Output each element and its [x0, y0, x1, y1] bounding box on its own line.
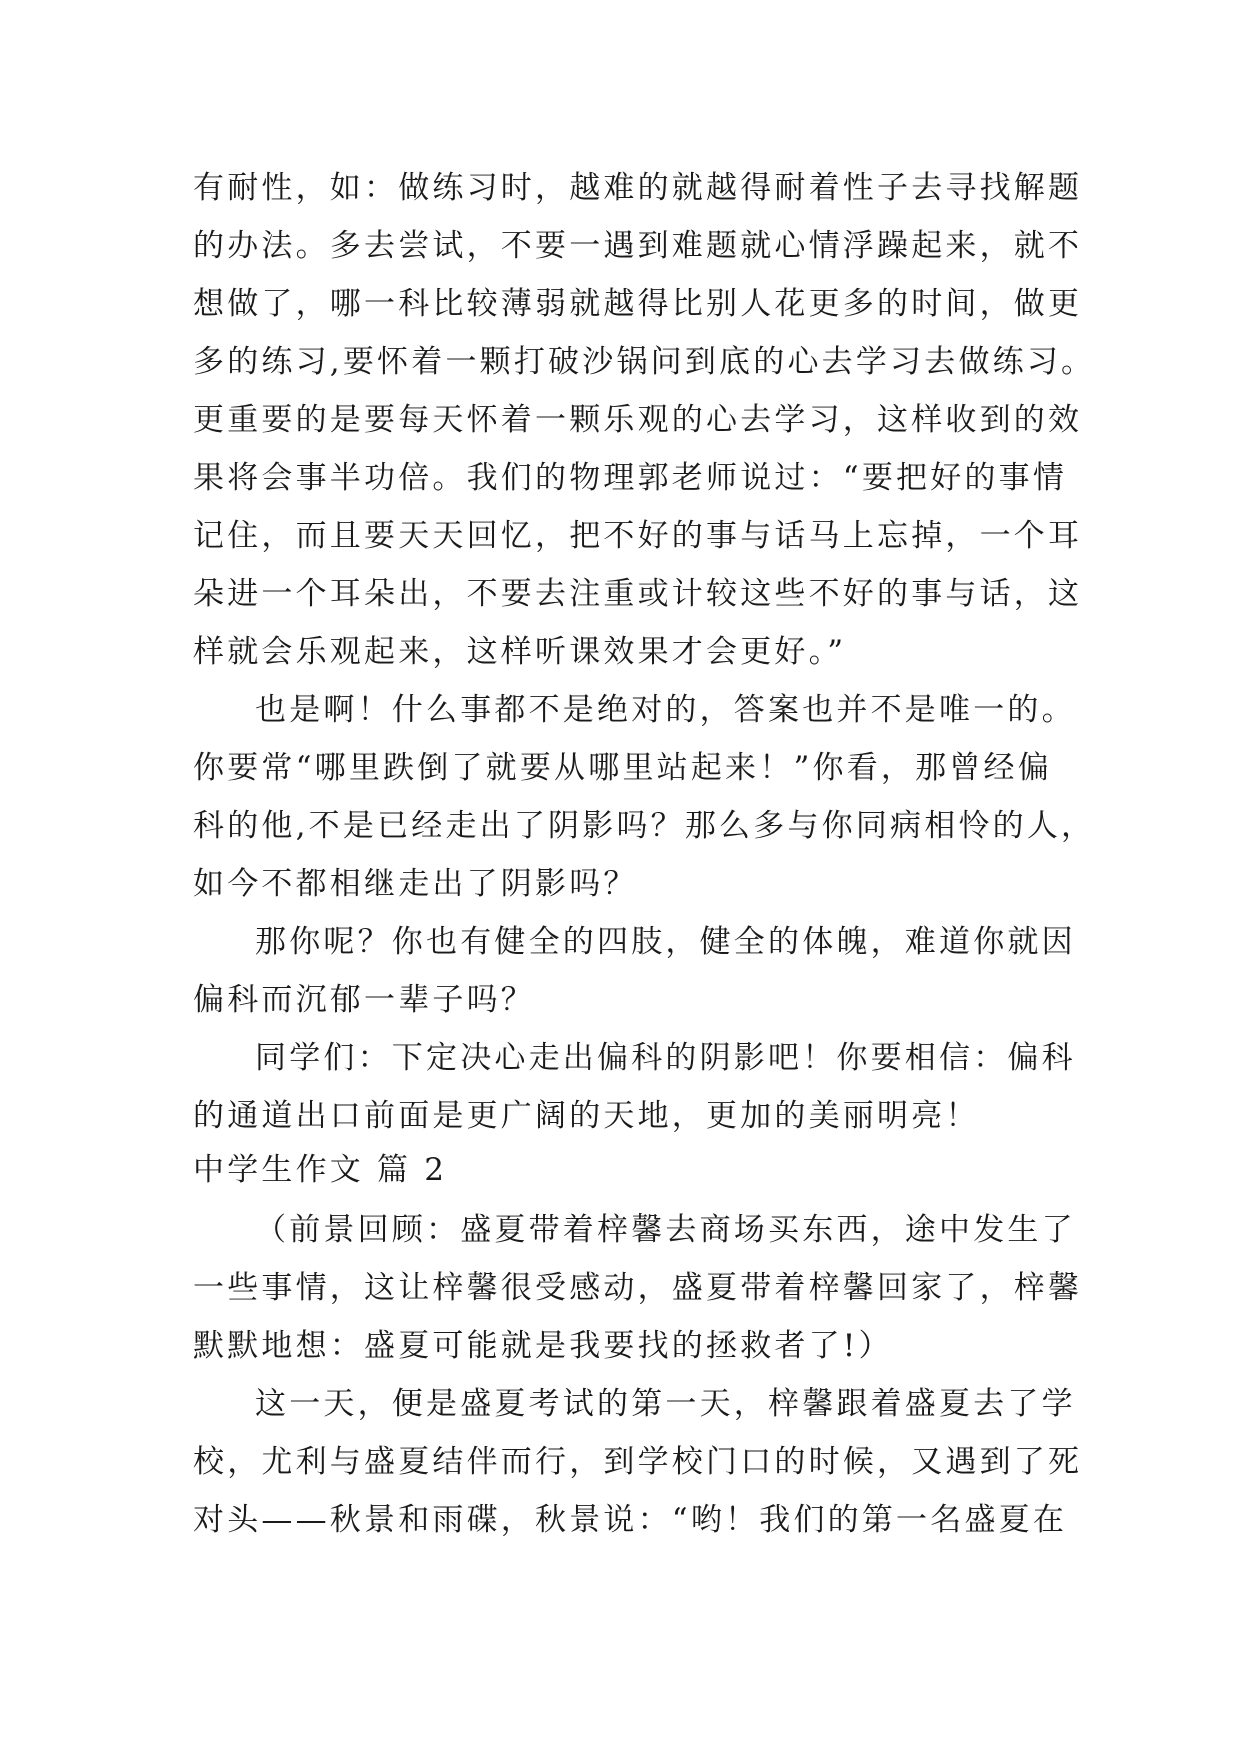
section-heading: 中学生作文 篇 2: [193, 1152, 448, 1188]
paragraph-first-line: 同学们：下定决心走出偏科的阴影吧！你要相信：偏科: [255, 1040, 1076, 1076]
paragraph-first-line: 也是啊！什么事都不是绝对的，答案也并不是唯一的。: [255, 692, 1076, 728]
text-line: 更重要的是要每天怀着一颗乐观的心去学习，这样收到的效: [193, 402, 1083, 438]
text-line: 校，尤利与盛夏结伴而行，到学校门口的时候，又遇到了死: [193, 1444, 1083, 1480]
text-line: 偏科而沉郁一辈子吗？: [193, 982, 535, 1018]
text-line: 你要常“哪里跌倒了就要从哪里站起来！”你看，那曾经偏: [193, 750, 1052, 786]
text-line: 朵进一个耳朵出，不要去注重或计较这些不好的事与话，这: [193, 576, 1083, 612]
paragraph-first-line: 这一天，便是盛夏考试的第一天，梓馨跟着盛夏去了学: [255, 1386, 1076, 1422]
text-line: 样就会乐观起来，这样听课效果才会更好。”: [193, 634, 847, 670]
text-line: 的通道出口前面是更广阔的天地，更加的美丽明亮！: [193, 1098, 980, 1134]
text-line: 有耐性，如：做练习时，越难的就越得耐着性子去寻找解题: [193, 170, 1083, 206]
text-line: 一些事情，这让梓馨很受感动，盛夏带着梓馨回家了，梓馨: [193, 1270, 1083, 1306]
text-line: 科的他,不是已经走出了阴影吗？那么多与你同病相怜的人，: [193, 808, 1096, 844]
text-line: 的办法。多去尝试，不要一遇到难题就心情浮躁起来，就不: [193, 228, 1083, 264]
text-line: 想做了，哪一科比较薄弱就越得比别人花更多的时间，做更: [193, 286, 1083, 322]
text-line: 对头——秋景和雨碟，秋景说：“哟！我们的第一名盛夏在: [193, 1502, 1068, 1538]
text-line: 如今不都相继走出了阴影吗？: [193, 866, 638, 902]
paragraph-first-line: （前景回顾：盛夏带着梓馨去商场买东西，途中发生了: [255, 1212, 1076, 1248]
text-line: 默默地想：盛夏可能就是我要找的拯救者了!）: [193, 1328, 893, 1364]
text-line: 多的练习,要怀着一颗打破沙锅问到底的心去学习去做练习。: [193, 344, 1096, 380]
text-line: 记住，而且要天天回忆，把不好的事与话马上忘掉，一个耳: [193, 518, 1083, 554]
text-line: 果将会事半功倍。我们的物理郭老师说过：“要把好的事情: [193, 460, 1068, 496]
paragraph-first-line: 那你呢？你也有健全的四肢，健全的体魄，难道你就因: [255, 924, 1076, 960]
